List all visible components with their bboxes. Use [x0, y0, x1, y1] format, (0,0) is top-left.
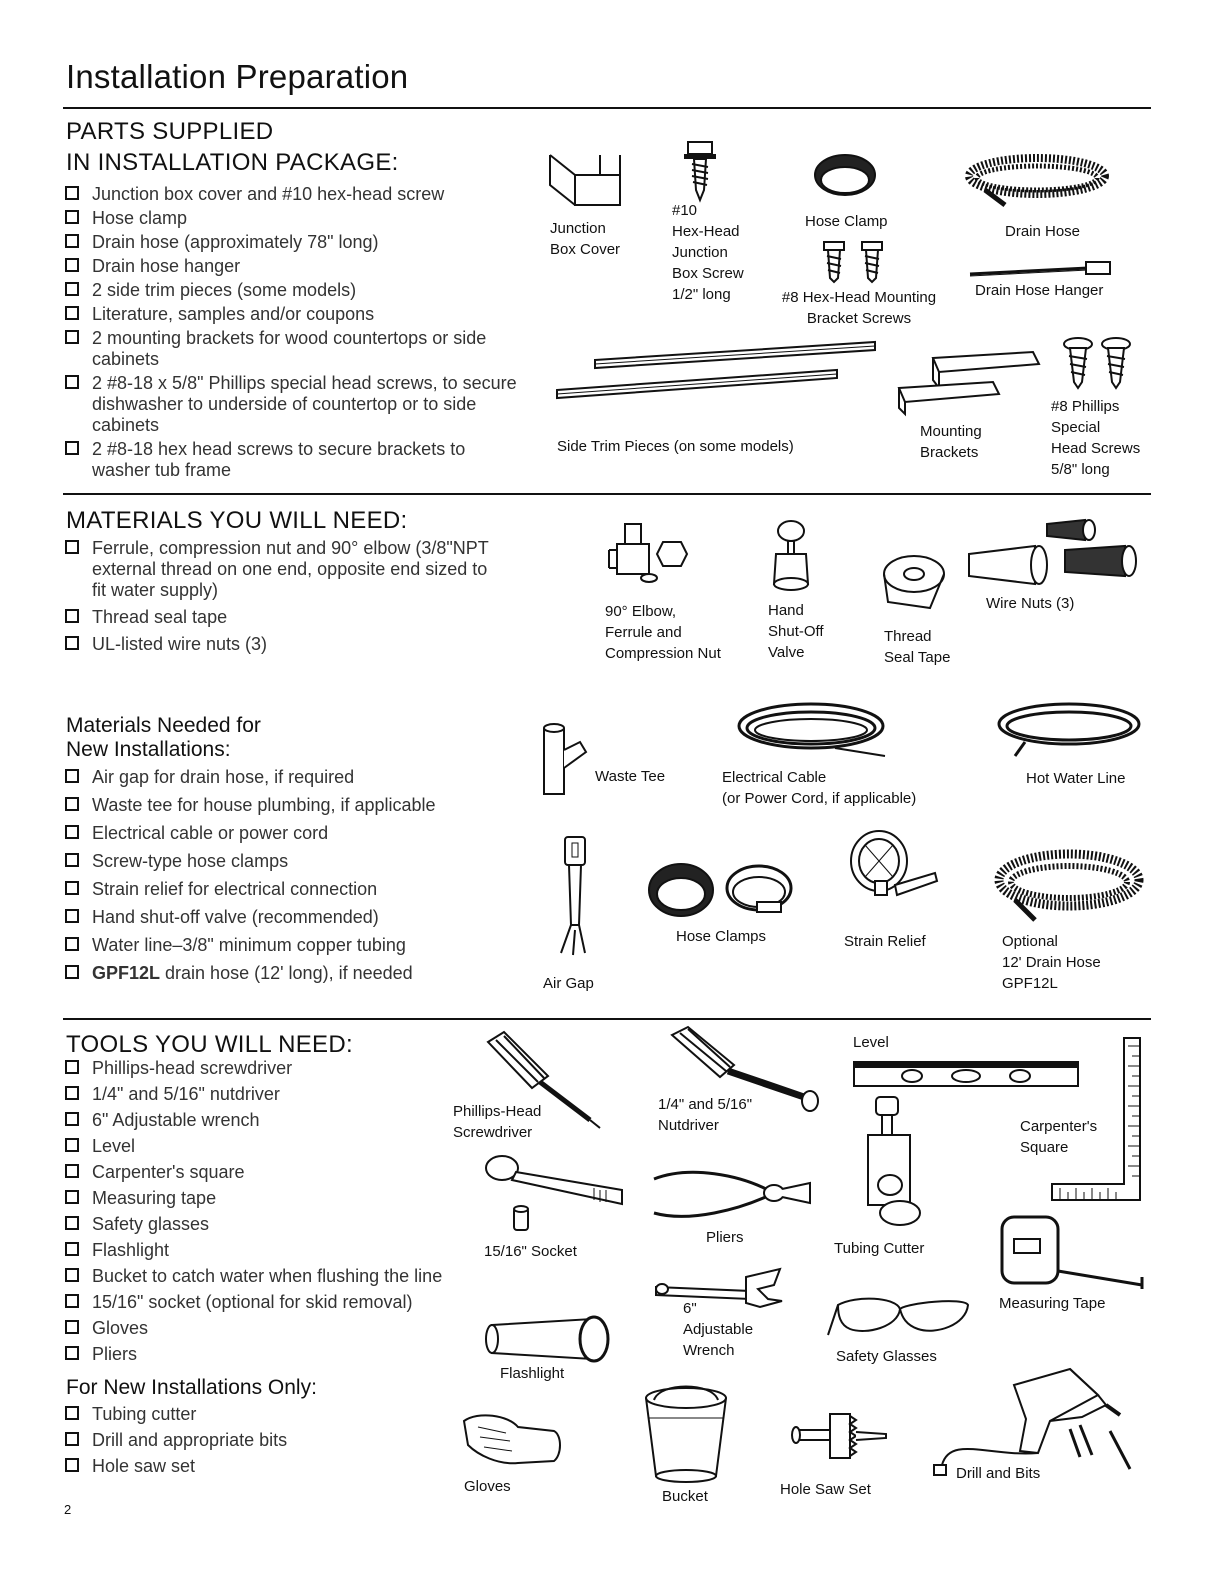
checklist-item: Thread seal tape	[64, 607, 504, 628]
checkbox-icon[interactable]	[65, 1406, 79, 1420]
checklist-item: Gloves	[64, 1318, 484, 1339]
junction-box-cover-label: Junction Box Cover	[550, 220, 621, 258]
level-label: Level	[853, 1034, 889, 1051]
checklist-item: Literature, samples and/or coupons	[64, 304, 534, 325]
thread-seal-tape-icon	[880, 552, 950, 612]
tubing-cutter-icon	[860, 1095, 940, 1230]
checklist-item: 2 #8-18 hex head screws to secure brackets to washer tub frame	[64, 439, 522, 481]
checkbox-icon[interactable]	[65, 1190, 79, 1204]
checklist-item: 1/4" and 5/16" nutdriver	[64, 1084, 484, 1105]
checklist-item: Electrical cable or power cord	[64, 823, 504, 844]
checklist-item: Drill and appropriate bits	[64, 1430, 484, 1451]
pliers-label: Pliers	[706, 1229, 744, 1246]
checklist-item: Hole saw set	[64, 1456, 484, 1477]
checklist-item: 15/16" socket (optional for skid removal)	[64, 1292, 484, 1313]
checklist-item: Drain hose (approximately 78" long)	[64, 232, 534, 253]
bucket-icon	[640, 1380, 735, 1485]
checkbox-icon[interactable]	[65, 636, 79, 650]
checkbox-icon[interactable]	[65, 797, 79, 811]
checkbox-icon[interactable]	[65, 210, 79, 224]
gloves-label: Gloves	[464, 1478, 511, 1495]
checklist-item: 6" Adjustable wrench	[64, 1110, 484, 1131]
waste-tee-icon	[540, 720, 590, 800]
nutdriver-label: 1/4" and 5/16" Nutdriver	[658, 1096, 753, 1134]
air-gap-icon	[555, 835, 600, 965]
drain-hose-label: Drain Hose	[1005, 223, 1081, 240]
socket-label: 15/16" Socket	[484, 1243, 577, 1260]
waste-tee-label: Waste Tee	[595, 768, 666, 785]
checklist-item: Pliers	[64, 1344, 484, 1365]
checkbox-icon[interactable]	[65, 937, 79, 951]
elbow-label: 90° Elbow, Ferrule and Compression Nut	[605, 603, 721, 662]
checkbox-icon[interactable]	[65, 1086, 79, 1100]
flashlight-icon	[482, 1315, 617, 1365]
hot-water-line-label: Hot Water Line	[1026, 770, 1126, 787]
side-trim-pieces-icon	[553, 336, 883, 406]
phillips-label: Phillips-Head Screwdriver	[453, 1103, 542, 1141]
checklist-item: Carpenter's square	[64, 1162, 484, 1183]
drill-label: Drill and Bits	[956, 1465, 1041, 1482]
wrench-label: 6" Adjustable Wrench	[683, 1300, 754, 1359]
checkbox-icon[interactable]	[65, 881, 79, 895]
checklist-item: 2 #8-18 x 5/8" Phillips special head screws, to secure dishwasher to underside of countertop or to side cabinets	[64, 373, 534, 436]
checkbox-icon[interactable]	[65, 853, 79, 867]
hot-water-line-icon	[995, 700, 1145, 760]
checklist-item: Screw-type hose clamps	[64, 851, 504, 872]
page-title: Installation Preparation	[66, 58, 409, 95]
checklist-item: Hand shut-off valve (recommended)	[64, 907, 504, 928]
checklist-item: Flashlight	[64, 1240, 484, 1261]
checkbox-icon[interactable]	[65, 1320, 79, 1334]
side-trim-label: Side Trim Pieces (on some models)	[557, 438, 794, 455]
new-materials-heading-line1: Materials Needed for	[66, 714, 261, 737]
mounting-bracket-screws-icon	[818, 240, 888, 285]
optional-drain-hose-label: Optional 12' Drain Hose GPF12L	[1002, 933, 1101, 992]
page-number: 2	[64, 1502, 72, 1517]
tubing-cutter-label: Tubing Cutter	[834, 1240, 925, 1257]
junction-box-cover-icon	[540, 145, 630, 215]
checkbox-icon[interactable]	[65, 441, 79, 455]
checkbox-icon[interactable]	[65, 609, 79, 623]
hex-head-screw-icon	[680, 140, 720, 205]
elbow-fitting-icon	[605, 520, 695, 585]
safety-glasses-icon	[826, 1295, 971, 1345]
checkbox-icon[interactable]	[65, 1112, 79, 1126]
drain-hose-icon	[965, 150, 1115, 210]
hole-saw-icon	[790, 1410, 890, 1465]
checkbox-icon[interactable]	[65, 375, 79, 389]
hose-clamp-label: Hose Clamp	[805, 213, 888, 230]
checkbox-icon[interactable]	[65, 540, 79, 554]
divider	[63, 493, 1151, 495]
checkbox-icon[interactable]	[65, 1268, 79, 1282]
mounting-brackets-label: Mounting Brackets	[920, 423, 982, 461]
drain-hose-hanger-label: Drain Hose Hanger	[975, 282, 1104, 299]
checklist-item: Water line–3/8" minimum copper tubing	[64, 935, 504, 956]
safety-glasses-label: Safety Glasses	[836, 1348, 937, 1365]
measuring-tape-icon	[998, 1215, 1148, 1295]
hose-clamp-icon	[810, 150, 880, 205]
checkbox-icon[interactable]	[65, 1138, 79, 1152]
wire-nuts-icon	[965, 518, 1145, 588]
parts-heading	[66, 116, 399, 178]
divider	[63, 107, 1151, 109]
checkbox-icon[interactable]	[65, 1458, 79, 1472]
checkbox-icon[interactable]	[65, 825, 79, 839]
checklist-item: Drain hose hanger	[64, 256, 534, 277]
materials-heading: MATERIALS YOU WILL NEED:	[66, 507, 408, 534]
new-tools-checklist	[64, 1404, 484, 1477]
mounting-bracket-screws-label: #8 Hex-Head Mounting Bracket Screws	[781, 289, 937, 327]
socket-wrench-icon	[482, 1150, 642, 1240]
checklist-item: Waste tee for house plumbing, if applicable	[64, 795, 504, 816]
bucket-label: Bucket	[662, 1488, 708, 1505]
checklist-item: Measuring tape	[64, 1188, 484, 1209]
checklist-item: UL-listed wire nuts (3)	[64, 634, 504, 655]
optional-drain-hose-icon	[995, 850, 1145, 925]
checkbox-icon[interactable]	[65, 306, 79, 320]
checkbox-icon[interactable]	[65, 186, 79, 200]
pliers-icon	[650, 1165, 815, 1225]
strain-relief-label: Strain Relief	[844, 933, 926, 950]
new-tools-heading: For New Installations Only:	[66, 1376, 317, 1399]
divider	[63, 1018, 1151, 1020]
parts-checklist	[64, 184, 534, 481]
measuring-tape-label: Measuring Tape	[999, 1295, 1106, 1312]
materials-checklist	[64, 538, 504, 655]
checkbox-icon[interactable]	[65, 1294, 79, 1308]
checklist-item: Strain relief for electrical connection	[64, 879, 504, 900]
checklist-item: Phillips-head screwdriver	[64, 1058, 484, 1079]
checkbox-icon[interactable]	[65, 1432, 79, 1446]
square-label: Carpenter's Square	[1020, 1118, 1098, 1156]
hose-clamps-icon	[645, 858, 800, 923]
phillips-screws-label: #8 Phillips Special Head Screws 5/8" long	[1051, 398, 1141, 478]
model-number: GPF12L	[92, 963, 161, 983]
checkbox-icon[interactable]	[65, 234, 79, 248]
checkbox-icon[interactable]	[65, 330, 79, 344]
checklist-item: Air gap for drain hose, if required	[64, 767, 504, 788]
checkbox-icon[interactable]	[65, 282, 79, 296]
checkbox-icon[interactable]	[65, 769, 79, 783]
checklist-item: Tubing cutter	[64, 1404, 484, 1425]
parts-heading-line2: IN INSTALLATION PACKAGE:	[66, 149, 399, 176]
hole-saw-label: Hole Saw Set	[780, 1481, 871, 1498]
checkbox-icon[interactable]	[65, 1242, 79, 1256]
hex-head-screw-label: #10 Hex-Head Junction Box Screw 1/2" long	[672, 202, 744, 303]
wire-nuts-label: Wire Nuts (3)	[986, 595, 1075, 612]
tape-label: Thread Seal Tape	[884, 628, 951, 666]
electrical-cable-icon	[735, 700, 890, 765]
checkbox-icon[interactable]	[65, 258, 79, 272]
drain-hose-hanger-icon	[968, 258, 1118, 280]
gloves-icon	[458, 1405, 568, 1470]
checkbox-icon[interactable]	[65, 1346, 79, 1360]
tools-heading: TOOLS YOU WILL NEED:	[66, 1031, 353, 1058]
checklist-item: GPF12L drain hose (12' long), if needed	[64, 963, 504, 984]
checklist-item: 2 side trim pieces (some models)	[64, 280, 534, 301]
checklist-item: Bucket to catch water when flushing the line	[64, 1266, 484, 1287]
mounting-brackets-icon	[893, 350, 1043, 415]
tools-checklist	[64, 1058, 484, 1365]
electrical-cable-label: Electrical Cable (or Power Cord, if applicable)	[722, 769, 917, 807]
flashlight-label: Flashlight	[500, 1365, 565, 1382]
checklist-item: Ferrule, compression nut and 90° elbow (3/8"NPT external thread on one end, opposite end sized to fit water supply)	[64, 538, 502, 601]
new-materials-heading-line2: New Installations:	[66, 738, 231, 761]
shutoff-valve-icon	[766, 518, 816, 593]
air-gap-label: Air Gap	[543, 975, 594, 992]
checkbox-icon[interactable]	[65, 1216, 79, 1230]
new-materials-checklist	[64, 767, 504, 984]
hose-clamps-label: Hose Clamps	[676, 928, 767, 945]
checkbox-icon[interactable]	[65, 1164, 79, 1178]
parts-heading-line1: PARTS SUPPLIED	[66, 118, 274, 145]
checkbox-icon[interactable]	[65, 965, 79, 979]
checklist-item: Junction box cover and #10 hex-head screw	[64, 184, 534, 205]
checklist-item: Hose clamp	[64, 208, 534, 229]
phillips-screws-icon	[1060, 336, 1140, 391]
checkbox-icon[interactable]	[65, 909, 79, 923]
shutoff-label: Hand Shut-Off Valve	[768, 602, 824, 661]
new-materials-heading	[66, 714, 261, 762]
checklist-item: 2 mounting brackets for wood countertops or side cabinets	[64, 328, 534, 370]
checklist-item: Level	[64, 1136, 484, 1157]
checkbox-icon[interactable]	[65, 1060, 79, 1074]
checklist-item: Safety glasses	[64, 1214, 484, 1235]
strain-relief-icon	[845, 825, 940, 915]
